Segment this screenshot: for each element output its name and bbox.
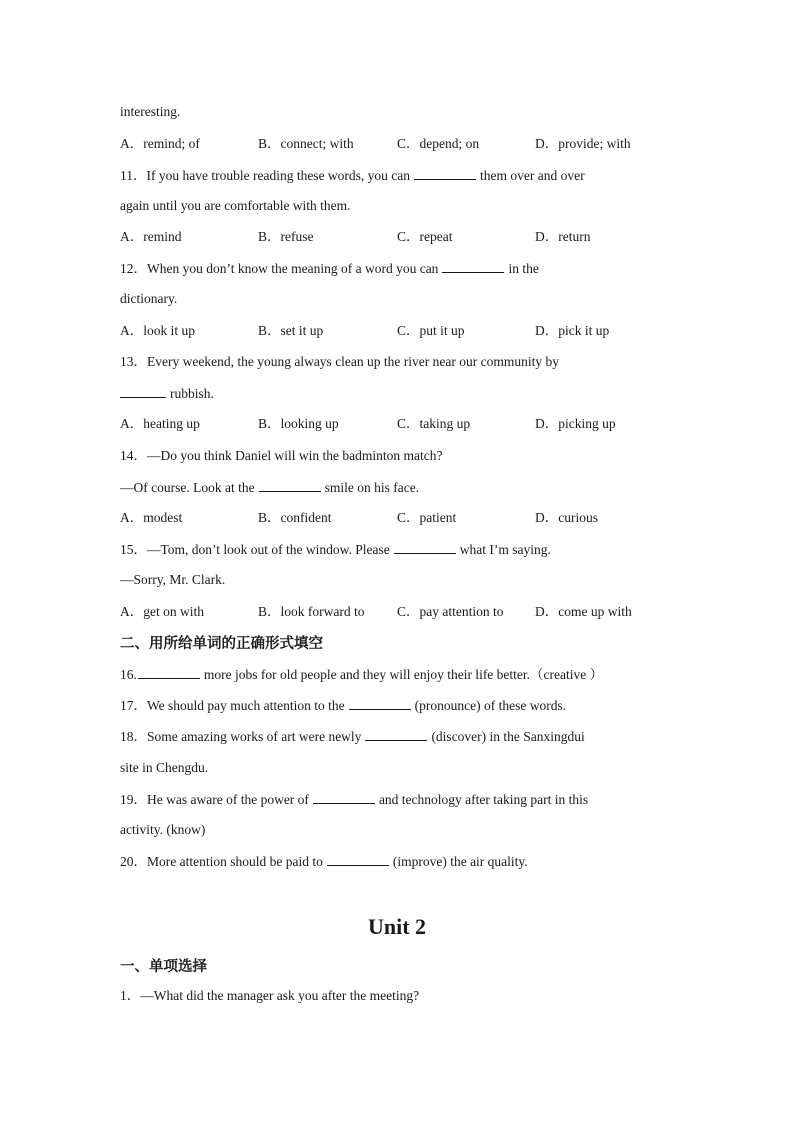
q14-option-c: C．patient <box>397 510 457 525</box>
q13-option-b: B．looking up <box>258 416 339 431</box>
q13-option-c: C．taking up <box>397 416 471 431</box>
q20-blank <box>327 852 389 866</box>
section-heading-multiple-choice: 一、单项选择 <box>120 959 207 975</box>
q10-option-b: B．connect; with <box>258 136 354 151</box>
q19-line1 <box>120 790 588 809</box>
q14-line1: 14．—Do you think Daniel will win the badminton match? <box>120 448 443 463</box>
q20-text-a: 20．More attention should be paid to <box>120 854 323 869</box>
q12-blank <box>442 259 504 273</box>
q14-option-a: A．modest <box>120 510 183 525</box>
q11-option-b: B．refuse <box>258 229 314 244</box>
q14-option-b: B．confident <box>258 510 332 525</box>
q13-line1: 13．Every weekend, the young always clean up the river near our community by <box>120 354 559 369</box>
q16-text: more jobs for old people and they will enjoy their life better.（creative ） <box>203 667 604 682</box>
q14-text-a: —Of course. Look at the <box>120 480 255 495</box>
q15-line1 <box>120 540 551 559</box>
q14-option-d: D．curious <box>535 510 598 525</box>
q18-line2: site in Chengdu. <box>120 760 209 775</box>
q12-line2: dictionary. <box>120 291 178 306</box>
q10-option-a: A．remind; of <box>120 136 200 151</box>
q11-option-a: A．remind <box>120 229 182 244</box>
q11-text-a: 11．If you have trouble reading these words, you can <box>120 168 411 183</box>
q13-option-a: A．heating up <box>120 416 200 431</box>
q19-line2: activity. (know) <box>120 822 206 837</box>
q12-text-a: 12．When you don’t know the meaning of a word you can <box>120 261 439 276</box>
q17-text-a: 17．We should pay much attention to the <box>120 698 345 713</box>
section-heading-fill-in: 二、用所给单词的正确形式填空 <box>120 636 323 652</box>
unit2-q1-line: 1．—What did the manager ask you after the meeting? <box>120 988 420 1003</box>
q12-option-b: B．set it up <box>258 323 324 338</box>
q16-line <box>120 665 603 684</box>
q17-text-b: (pronounce) of these words. <box>414 698 567 713</box>
q11-blank <box>414 166 476 180</box>
q13-blank <box>120 384 166 398</box>
q16-blank <box>138 665 200 679</box>
q15-text-a: 15．—Tom, don’t look out of the window. Please <box>120 542 390 557</box>
q15-line2: —Sorry, Mr. Clark. <box>120 572 226 587</box>
q10-option-d: D．provide; with <box>535 136 631 151</box>
q12-line1 <box>120 259 539 278</box>
q15-option-d: D．come up with <box>535 604 632 619</box>
q10-option-c: C．depend; on <box>397 136 480 151</box>
q19-blank <box>313 790 375 804</box>
q12-option-c: C．put it up <box>397 323 465 338</box>
q20-line <box>120 852 528 871</box>
q15-option-a: A．get on with <box>120 604 204 619</box>
q14-line2 <box>120 478 419 497</box>
q13-line2 <box>120 384 214 403</box>
q17-blank <box>349 696 411 710</box>
q18-blank <box>365 727 427 741</box>
q13-option-d: D．picking up <box>535 416 616 431</box>
q13-text-b: rubbish. <box>170 386 214 401</box>
unit-title: Unit 2 <box>367 914 427 939</box>
q14-text-b: smile on his face. <box>324 480 420 495</box>
q19-text-a: 19．He was aware of the power of <box>120 792 309 807</box>
q20-text-b: (improve) the air quality. <box>392 854 528 869</box>
q18-text-a: 18．Some amazing works of art were newly <box>120 729 362 744</box>
q12-text-b: in the <box>508 261 539 276</box>
q17-line <box>120 696 566 715</box>
q15-option-c: C．pay attention to <box>397 604 504 619</box>
q18-text-b: (discover) in the Sanxingdui <box>431 729 585 744</box>
q15-option-b: B．look forward to <box>258 604 365 619</box>
q11-text-b: them over and over <box>480 168 585 183</box>
q12-option-a: A．look it up <box>120 323 196 338</box>
q11-line1 <box>120 166 585 185</box>
q16-number: 16. <box>120 667 137 682</box>
q14-blank <box>259 478 321 492</box>
q11-option-d: D．return <box>535 229 591 244</box>
q15-blank <box>394 540 456 554</box>
q18-line1 <box>120 727 585 746</box>
q19-text-b: and technology after taking part in this <box>378 792 589 807</box>
q11-line2: again until you are comfortable with them. <box>120 198 351 213</box>
question-fragment: interesting. <box>120 104 181 119</box>
q12-option-d: D．pick it up <box>535 323 610 338</box>
q11-option-c: C．repeat <box>397 229 453 244</box>
q15-text-b: what I’m saying. <box>459 542 551 557</box>
